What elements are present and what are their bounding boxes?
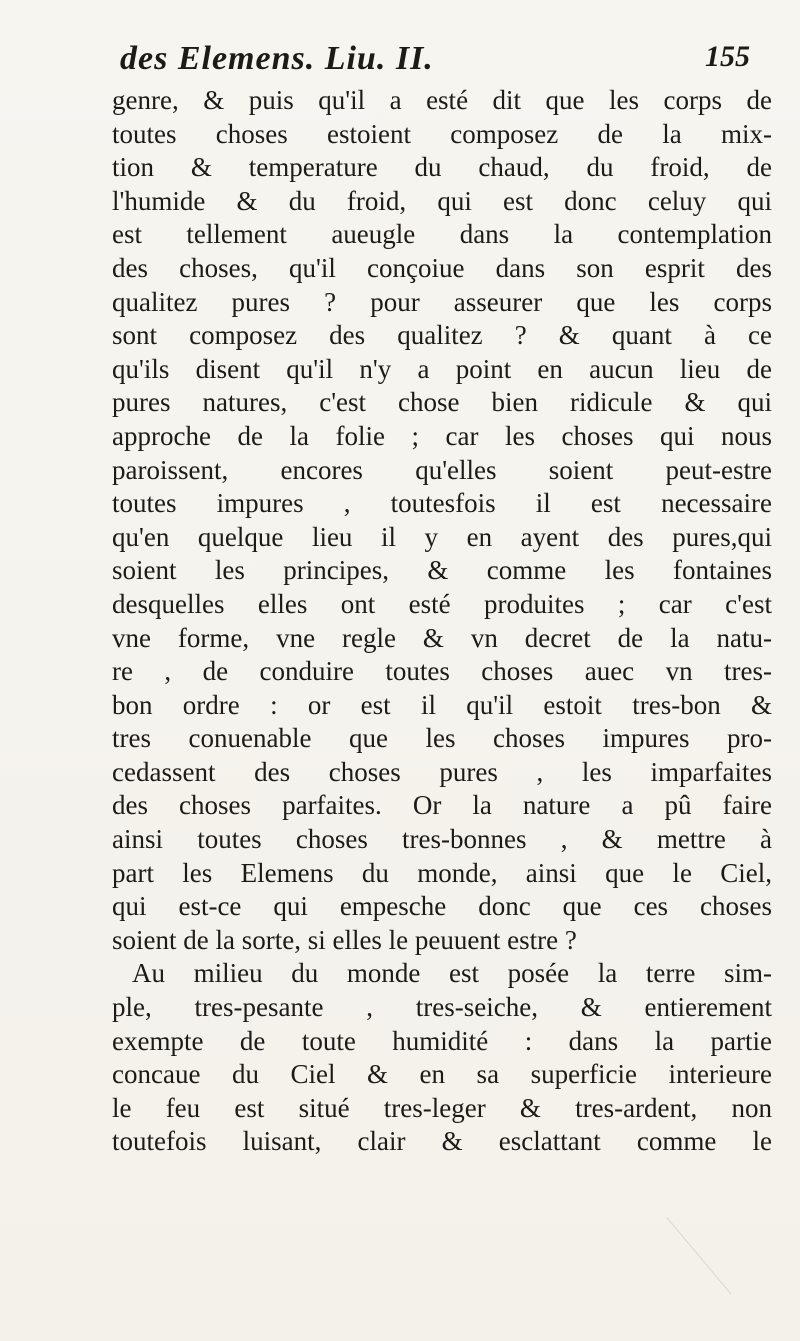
- text-line: qui est-ce qui empesche donc que ces choses: [112, 891, 772, 922]
- text-line: des choses, qu'il conçoiue dans son esprit des: [112, 252, 772, 283]
- text-line: qu'ils disent qu'il n'y a point en aucun lieu de: [112, 353, 772, 384]
- text-line: tres conuenable que les choses impures pro-: [112, 723, 772, 754]
- text-line: part les Elemens du monde, ainsi que le Ciel,: [112, 857, 772, 888]
- text-line: sont composez des qualitez ? & quant à ce: [112, 320, 772, 351]
- page-number: 155: [705, 40, 750, 73]
- text-line: cedassent des choses pures , les imparfaites: [112, 756, 772, 787]
- running-title: des Elemens. Liu. II.: [120, 40, 434, 77]
- text-line: qualitez pures ? pour asseurer que les corps: [112, 286, 772, 317]
- text-line: toutes choses estoient composez de la mix-: [112, 118, 772, 149]
- text-line: bon ordre : or est il qu'il estoit tres-bon &: [112, 689, 772, 720]
- text-line: paroissent, encores qu'elles soient peut-estre: [112, 454, 772, 485]
- text-line: approche de la folie ; car les choses qui nous: [112, 420, 772, 451]
- text-line: le feu est situé tres-leger & tres-ardent, non: [112, 1092, 772, 1123]
- paper-mark: [666, 1166, 792, 1295]
- text-line: genre, & puis qu'il a esté dit que les corps de: [112, 85, 772, 115]
- text-line: toutes impures , toutesfois il est necessaire: [112, 488, 772, 519]
- body-text: [112, 84, 772, 1159]
- text-line: qu'en quelque lieu il y en ayent des pures,qui: [112, 521, 772, 552]
- text-line: est tellement aueugle dans la contemplation: [112, 219, 772, 250]
- text-line: toutefois luisant, clair & esclattant comme le: [112, 1126, 772, 1157]
- text-line: re , de conduire toutes choses auec vn tres-: [112, 656, 772, 687]
- text-line: Au milieu du monde est posée la terre sim-: [132, 958, 772, 989]
- text-line: concaue du Ciel & en sa superficie interieure: [112, 1059, 772, 1090]
- text-line: desquelles elles ont esté produites ; car c'est: [112, 588, 772, 619]
- text-line: soient de la sorte, si elles le peuuent estre ?: [112, 924, 577, 955]
- text-line: soient les principes, & comme les fontaines: [112, 555, 772, 586]
- running-head: [110, 40, 760, 80]
- text-line: ple, tres-pesante , tres-seiche, & entierement: [112, 992, 772, 1023]
- text-line: tion & temperature du chaud, du froid, de: [112, 152, 772, 183]
- text-line: des choses parfaites. Or la nature a pû faire: [112, 790, 772, 821]
- text-line: vne forme, vne regle & vn decret de la natu-: [112, 622, 772, 653]
- text-line: ainsi toutes choses tres-bonnes , & mettre à: [112, 824, 772, 855]
- text-line: exempte de toute humidité : dans la partie: [112, 1025, 772, 1056]
- text-line: l'humide & du froid, qui est donc celuy qui: [112, 185, 772, 216]
- text-line: pures natures, c'est chose bien ridicule & qui: [112, 387, 772, 418]
